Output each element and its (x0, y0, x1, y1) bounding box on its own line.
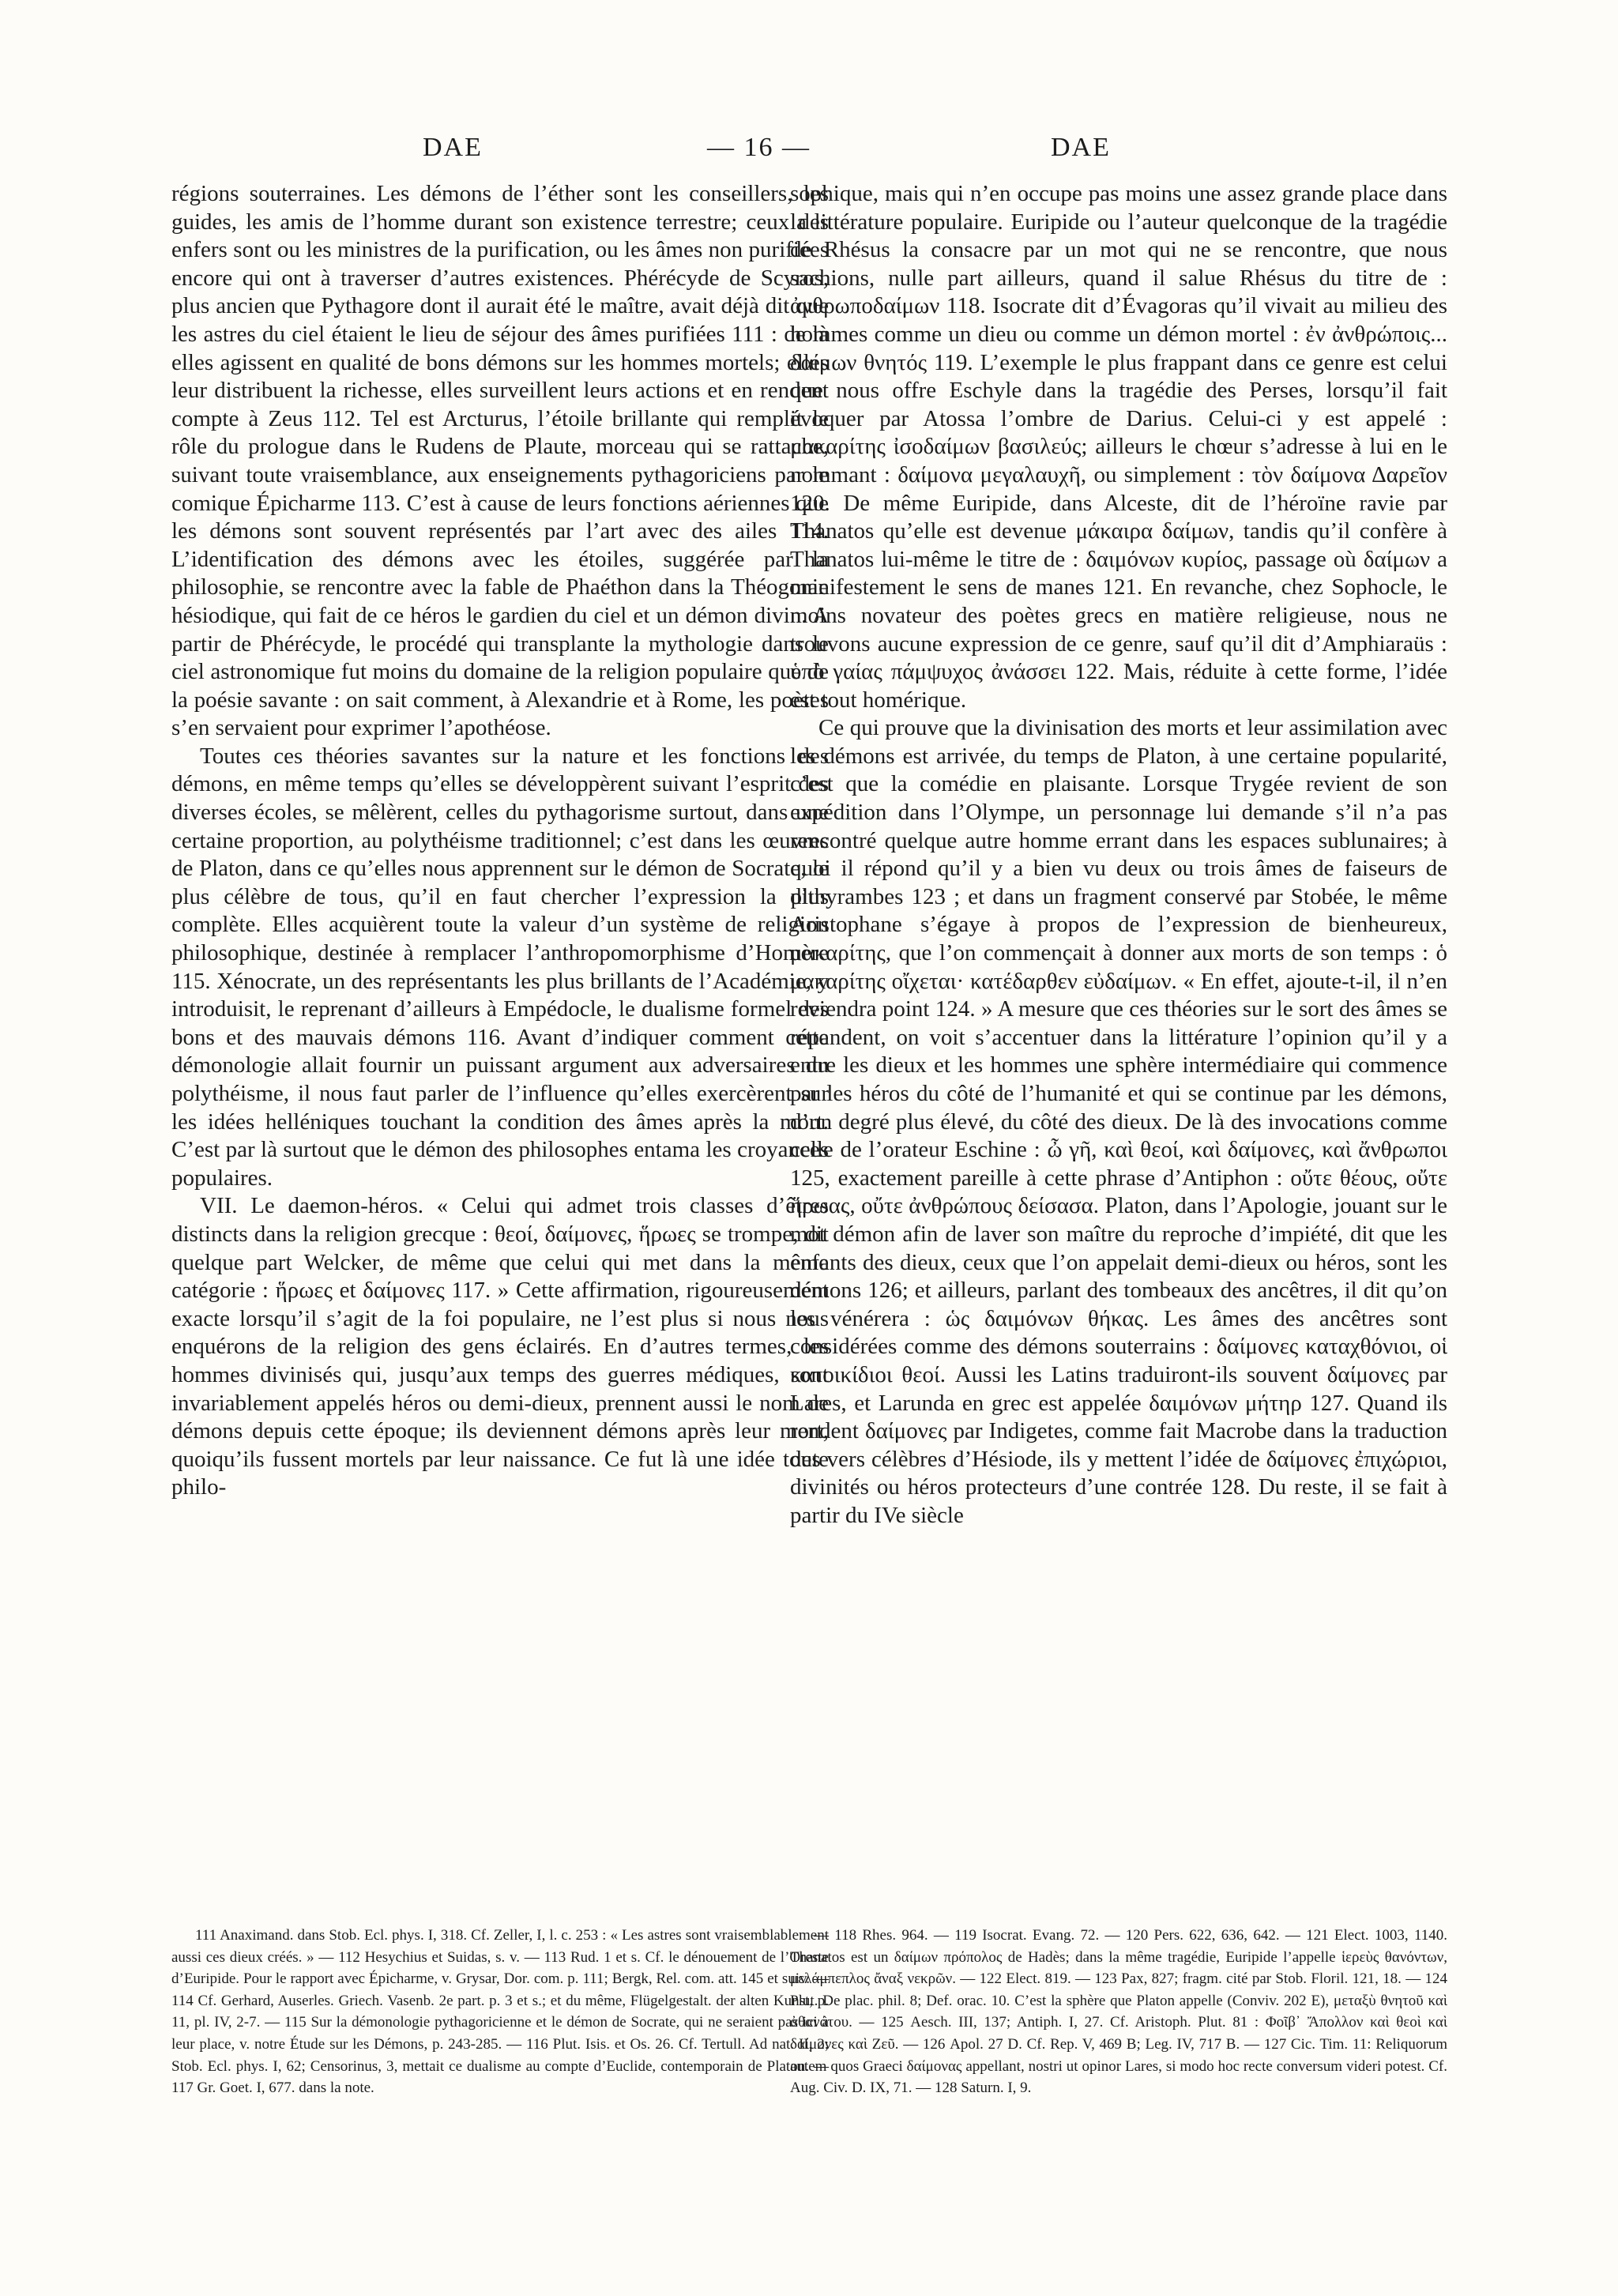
paragraph: régions souterraines. Les démons de l’éther sont les conseillers, les guides, les amis de l’homme durant son existence terrestre; ceux des enfers sont ou les ministres de la purification, ou les âmes non purifiées encore qui ont à traverser d’autres existences. Phérécyde de Scyros, plus ancien que Pythagore dont il aurait été le maître, avait déjà dit que les astres du ciel étaient le lieu de séjour des âmes purifiées 111 : de là elles agissent en qualité de bons démons sur les hommes mortels; elles leur distribuent la richesse, elles surveillent leurs actions et en rendent compte à Zeus 112. Tel est Arcturus, l’étoile brillante qui remplit le rôle du prologue dans le Rudens de Plaute, morceau qui se rattache, suivant toute vraisemblance, aux enseignements pythagoriciens par le comique Épicharme 113. C’est à cause de leurs fonctions aériennes que les démons sont souvent représentés par l’art avec des ailes 114. L’identification des démons avec les étoiles, suggérée par la philosophie, se rencontre avec la fable de Phaéthon dans la Théogonie hésiodique, qui fait de ce héros le gardien du ciel et un démon divin. A partir de Phérécyde, le procédé qui transplante la mythologie dans le ciel astronomique fut moins du domaine de la religion populaire que de la poésie savante : on sait comment, à Alexandrie et à Rome, les poètes s’en servaient pour exprimer l’apothéose. (171, 181, 829, 741)
footnote-block: 111 Anaximand. dans Stob. Ecl. phys. I, 318. Cf. Zeller, I, l. c. 253 : « Les astres sont vraisemblablement aussi ces dieux créés. » — 112 Hesychius et Suidas, s. v. — 113 Rud. 1 et s. Cf. le dénouement de l’Oreste d’Euripide. Pour le rapport avec Épicharme, v. Grysar, Dor. com. p. 111; Bergk, Rel. com. att. 145 et suiv. — 114 Cf. Gerhard, Auserles. Griech. Vasenb. 2e part. p. 3 et s.; et du même, Flügelgestalt. der alten Kunst, p. 11, pl. IV, 2-7. — 115 Sur la démonologie pythagoricienne et le démon de Socrate, qui ne seraient pas ici à leur place, v. notre Étude sur les Démons, p. 243-285. — 116 Plut. Isis. et Os. 26. Cf. Tertull. Ad nat. II, 2; Stob. Ecl. phys. I, 62; Censorinus, 3, mettait ce dualisme au compte d’Euclide, contemporain de Platon. — 117 Gr. Goet. I, 677. dans la note. (171, 1927, 829, 2097)
running-head-right: DAE (1051, 133, 1111, 162)
page-number: — 16 — (707, 133, 811, 162)
paragraph: VII. Le daemon-héros. « Celui qui admet trois classes d’êtres distincts dans la religion grecque : θεοί, δαίμονες, ἥρωες se trompe, dit quelque part Welcker, de même que celui qui met dans la même catégorie : ἥρωες et δαίμονες 117. » Cette affirmation, rigoureusement exacte lorsqu’il s’agit de la foi populaire, ne l’est plus si nous nous enquérons de la religion des gens éclairés. En d’autres termes, les hommes divinisés qui, jusqu’aux temps des guerres médiques, sont invariablement appelés héros ou demi-dieux, prennent aussi le nom de démons depuis cette époque; ils deviennent démons après leur mort, quoiqu’ils fussent mortels par leur naissance. Ce fut là une idée toute philo- (171, 1193, 829, 1500)
footnote-block: — 118 Rhes. 964. — 119 Isocrat. Evang. 72. — 120 Pers. 622, 636, 642. — 121 Elect. 1003, 1140. Thanatos est un δαίμων πρόπολος de Hadès; dans la même tragédie, Euripide l’appelle ἱερεὺς θανόντων, μελάμπεπλος ἄναξ νεκρῶν. — 122 Elect. 819. — 123 Pax, 827; fragm. cité par Stob. Floril. 121, 18. — 124 Plut. De plac. phil. 8; Def. orac. 10. C’est la sphère que Platon appelle (Conviv. 202 E), μεταξὺ θνητοῦ καὶ ἀθανάτου. — 125 Aesch. III, 137; Antiph. I, 27. Cf. Aristoph. Plut. 81 : Φοῖβ᾽ Ἄπολλον καὶ θεοὶ καὶ δαίμονες καὶ Ζεῦ. — 126 Apol. 27 D. Cf. Rep. V, 469 B; Leg. IV, 717 B. — 127 Cic. Tim. 11: Reliquorum autem quos Graeci δαίμονας appellant, nostri ut opinor Lares, si modo hoc recte conversum videri potest. Cf. Aug. Civ. D. IX, 71. — 128 Saturn. I, 9. (790, 1927, 1447, 2097)
footnotes-right (790, 1925, 1447, 2099)
left-column (171, 180, 829, 1745)
paragraph: sophique, mais qui n’en occupe pas moins une assez grande place dans la littérature populaire. Euripide ou l’auteur quelconque de la tragédie de Rhésus la consacre par un mot qui ne se rencontre, que nous sachions, nulle part ailleurs, quand il salue Rhésus du titre de : ἀνθρωποδαίμων 118. Isocrate dit d’Évagoras qu’il vivait au milieu des hommes comme un dieu ou comme un démon mortel : ἐν ἀνθρώποις... δαίμων θνητός 119. L’exemple le plus frappant dans ce genre est celui que nous offre Eschyle dans la tragédie des Perses, lorsqu’il fait évoquer par Atossa l’ombre de Darius. Celui-ci y est appelé : μακαρίτης ἰσοδαίμων βασιλεύς; ailleurs le chœur s’adresse à lui en le nommant : δαίμονα μεγαλαυχῆ, ou simplement : τὸν δαίμονα Δαρεῖον 120. De même Euripide, dans Alceste, dit de l’héroïne ravie par Thanatos qu’elle est devenue μάκαιρα δαίμων, tandis qu’il confère à Thanatos lui-même le titre de : δαιμόνων κυρίος, passage où δαίμων a manifestement le sens de manes 121. En revanche, chez Sophocle, le moins novateur des poètes grecs en matière religieuse, nous ne trouvons aucune expression de ce genre, sauf qu’il dit d’Amphiaraüs : ὑπὸ γαίας πάμψυχος ἀνάσσει 122. Mais, réduite à cette forme, l’idée est tout homérique. (790, 181, 1447, 713)
paragraph: Ce qui prouve que la divinisation des morts et leur assimilation avec les démons est arrivée, du temps de Platon, à une certaine popularité, c’est que la comédie en plaisante. Lorsque Trygée revient de son expédition dans l’Olympe, un personnage lui demande s’il n’a pas rencontré quelque autre homme errant dans les espaces sublunaires; à quoi il répond qu’il y a bien vu deux ou trois âmes de faiseurs de dithyrambes 123 ; et dans un fragment conservé par Stobée, le même Aristophane s’égaye à propos de l’expression de bienheureux, μακαρίτης, que l’on commençait à donner aux morts de son temps : ὁ μακαρίτης οἴχεται· κατέδαρθεν εὐδαίμων. « En effet, ajoute-t-il, il n’en reviendra point 124. » A mesure que ces théories sur le sort des âmes se répandent, on voit s’accentuer dans la littérature l’opinion qu’il y a entre les dieux et les hommes une sphère intermédiaire qui commence par les héros du côté de l’humanité et qui se continue par les démons, d’un degré plus élevé, du côté des dieux. De là des invocations comme celle de l’orateur Eschine : ὦ γῆ, καὶ θεοί, καὶ δαίμονες, καὶ ἄνθρωποι 125, exactement pareille à cette phrase d’Antiphon : οὔτε θέους, οὔτε ἥρωας, οὔτε ἀνθρώπους δείσασα. Platon, dans l’Apologie, jouant sur le mot démon afin de laver son maître du reproche d’impiété, dit que les enfants des dieux, ceux que l’on appelait demi-dieux ou héros, sont les démons 126; et ailleurs, parlant des tombeaux des ancêtres, il dit qu’on les vénérera : ὡς δαιμόνων θήκας. Les âmes des ancêtres sont considérées comme des démons souterrains : δαίμονες καταχθόνιοι, οἱ κατοικίδιοι θεοί. Aussi les Latins traduiront-ils souvent δαίμονες par Lares, et Larunda en grec est appelée δαιμόνων μήτηρ 127. Quand ils rendent δαίμονες par Indigetes, comme fait Macrobe dans la traduction des vers célèbres d’Hésiode, ils y mettent l’idée de δαίμονες ἐπιχώριοι, divinités ou héros protecteurs d’une contrée 128. Du reste, il se fait à partir du IVe siècle (790, 715, 1447, 1528)
paragraph: Toutes ces théories savantes sur la nature et les fonctions des démons, en même temps qu’elles se développèrent suivant l’esprit des diverses écoles, se mêlèrent, celles du pythagorisme surtout, dans une certaine proportion, au polythéisme traditionnel; c’est dans les œuvres de Platon, dans ce qu’elles nous apprennent sur le démon de Socrate, le plus célèbre de tous, qu’il en faut chercher l’expression la plus complète. Elles acquièrent toute la valeur d’un système de religion philosophique, destinée à remplacer l’anthropomorphisme d’Homère 115. Xénocrate, un des représentants les plus brillants de l’Académie, y introduisit, le reprenant d’ailleurs à Empédocle, le dualisme formel des bons et des mauvais démons 116. Avant d’indiquer comment cette démonologie allait fournir un puissant argument aux adversaires du polythéisme, il nous faut parler de l’influence qu’elles exercèrent sur les idées helléniques touchant la condition des âmes après la mort. C’est par là surtout que le démon des philosophes entama les croyances populaires. (171, 743, 829, 1191)
running-head-left: DAE (423, 133, 483, 162)
right-column (790, 180, 1447, 1770)
footnotes-left (171, 1925, 829, 2099)
